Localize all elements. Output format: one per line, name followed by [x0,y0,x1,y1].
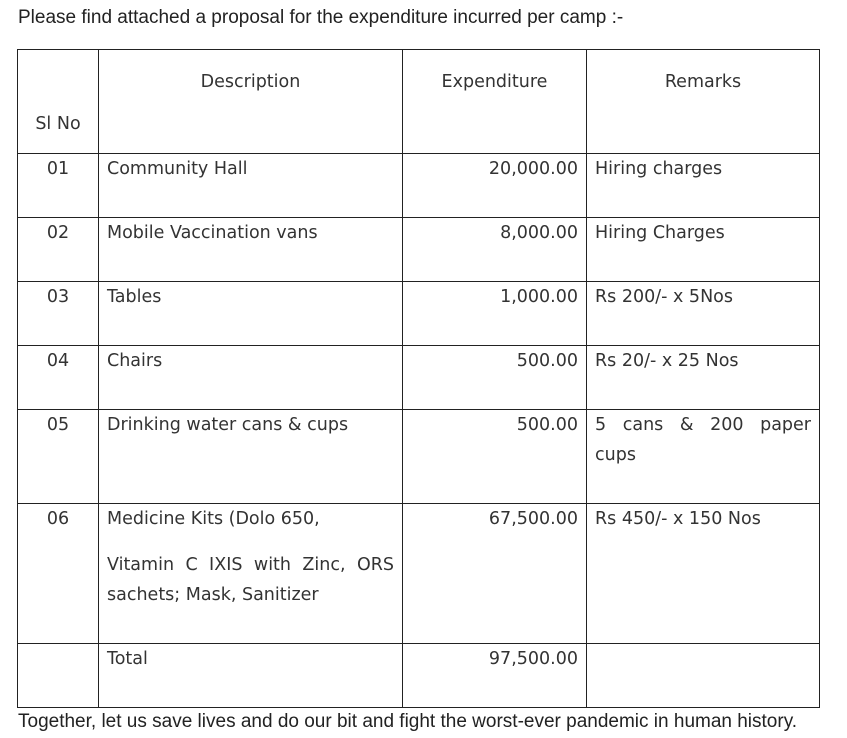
intro-text: Please find attached a proposal for the expenditure incurred per camp :- [18,7,624,28]
row-remarks: 5 cans & 200 paper cups [587,410,820,504]
total-label: Total [99,644,403,708]
total-amount: 97,500.00 [403,644,587,708]
outro-text: Together, let us save lives and do our bit and fight the worst-ever pandemic in human history. [18,711,798,732]
row-expenditure: 1,000.00 [403,282,587,346]
row-description-line1: Medicine Kits (Dolo 650, [107,509,320,529]
expenditure-table [17,49,820,708]
row-description [99,504,403,644]
table-total-row [18,644,820,708]
row-description-line2: Vitamin C IXIS with Zinc, ORS sachets; Mask, Sanitizer [107,555,394,605]
row-sl-no: 05 [18,410,99,504]
row-expenditure: 500.00 [403,410,587,504]
row-remarks: Hiring Charges [587,218,820,282]
row-sl-no: 04 [18,346,99,410]
table-row [18,346,820,410]
table-row [18,154,820,218]
table-row [18,504,820,644]
row-expenditure: 500.00 [403,346,587,410]
table-row [18,218,820,282]
row-expenditure: 20,000.00 [403,154,587,218]
row-expenditure: 67,500.00 [403,504,587,644]
table-row [18,410,820,504]
row-description: Tables [99,282,403,346]
row-sl-no: 03 [18,282,99,346]
header-expenditure: Expenditure [403,50,587,154]
row-sl-no: 06 [18,504,99,644]
row-remarks: Rs 200/- x 5Nos [587,282,820,346]
header-description: Description [99,50,403,154]
table-row [18,282,820,346]
row-description: Chairs [99,346,403,410]
total-remarks-empty [587,644,820,708]
row-description: Mobile Vaccination vans [99,218,403,282]
header-remarks: Remarks [587,50,820,154]
row-sl-no: 02 [18,218,99,282]
table-header-row [18,50,820,154]
row-sl-no: 01 [18,154,99,218]
row-remarks: Hiring charges [587,154,820,218]
row-remarks: Rs 20/- x 25 Nos [587,346,820,410]
row-expenditure: 8,000.00 [403,218,587,282]
header-sl-no: Sl No [18,50,99,154]
row-description: Drinking water cans & cups [99,410,403,504]
row-remarks: Rs 450/- x 150 Nos [587,504,820,644]
total-sl-empty [18,644,99,708]
row-description: Community Hall [99,154,403,218]
